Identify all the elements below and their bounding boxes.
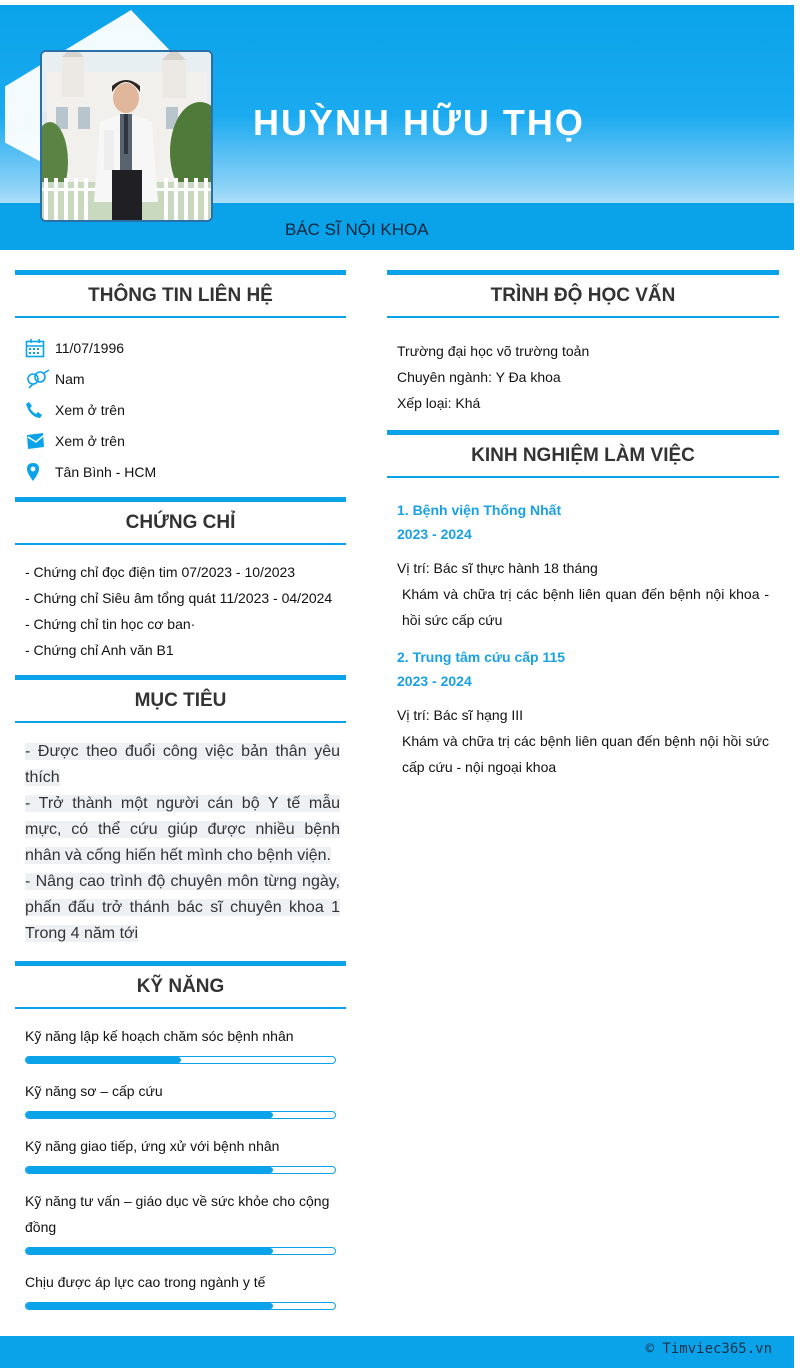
experience-period: 2023 - 2024 <box>397 526 472 542</box>
certificate-item: - Chứng chỉ Anh văn B1 <box>25 642 174 658</box>
section-heading-objective: MỤC TIÊU <box>15 675 346 723</box>
footer-copyright: © Timviec365.vn <box>645 1341 772 1357</box>
experience-role: Vị trí: Bác sĩ thực hành 18 tháng <box>397 560 598 576</box>
skill-label: Kỹ năng giao tiếp, ứng xử với bệnh nhân <box>25 1138 280 1154</box>
experience-company: 1. Bệnh viện Thống Nhất <box>397 502 562 518</box>
skill-label: Kỹ năng tư vấn – giáo dục về sức khỏe cho cộng đồng <box>25 1193 330 1235</box>
education-school: Trường đại học võ trường toản <box>397 343 590 359</box>
skill-bar-fill <box>26 1248 273 1254</box>
candidate-name: HUỲNH HỮU THỌ <box>253 102 585 143</box>
certificate-item: - Chứng chỉ đọc điện tim 07/2023 - 10/2023 <box>25 564 296 580</box>
location-pin-icon <box>25 462 55 482</box>
contact-birthdate <box>25 332 346 363</box>
objective-line: - Được theo đuổi công việc bản thân yêu thích <box>25 743 340 786</box>
certificate-list <box>15 545 346 675</box>
experience-list <box>387 478 779 780</box>
section-heading-experience: KINH NGHIỆM LÀM VIỆC <box>387 430 779 478</box>
objective-line: - Nâng cao trình độ chuyên môn từng ngày, phấn đấu trở thánh bác sĩ chuyên khoa 1 Trong 4 năm tới <box>25 873 340 942</box>
gender-icon <box>25 369 55 389</box>
skill-list <box>15 1009 346 1310</box>
skill-bar <box>25 1302 336 1310</box>
right-column <box>387 270 779 792</box>
skill-label: Kỹ năng lập kế hoạch chăm sóc bệnh nhân <box>25 1028 294 1044</box>
skill-bar-fill <box>26 1303 273 1309</box>
skill-bar <box>25 1056 336 1064</box>
skill-bar <box>25 1166 336 1174</box>
section-heading-contact: THÔNG TIN LIÊN HỆ <box>15 270 346 318</box>
section-heading-certificates: CHỨNG CHỈ <box>15 497 346 545</box>
contact-list <box>15 318 346 497</box>
job-title: BÁC SĨ NỘI KHOA <box>285 220 429 239</box>
left-column <box>15 270 346 1324</box>
skill-item <box>25 1133 336 1174</box>
skill-item <box>25 1188 336 1255</box>
cv-page <box>0 5 794 1368</box>
skill-bar <box>25 1247 336 1255</box>
experience-role: Vị trí: Bác sĩ hạng III <box>397 707 524 723</box>
skill-bar-fill <box>26 1167 273 1173</box>
objective-line: - Trở thành một người cán bộ Y tế mẫu mực, có thể cứu giúp được nhiều bệnh nhân và cống hiến hết mình cho bệnh viện. <box>25 795 340 864</box>
phone-icon <box>25 401 55 419</box>
contact-value: Xem ở trên <box>55 401 125 418</box>
objective-text <box>15 723 346 961</box>
skill-label: Chịu được áp lực cao trong ngành y tế <box>25 1274 266 1290</box>
education-details <box>387 318 779 430</box>
experience-item <box>397 498 769 633</box>
experience-company: 2. Trung tâm cứu cấp 115 <box>397 649 566 665</box>
contact-email <box>25 425 346 456</box>
experience-period: 2023 - 2024 <box>397 673 472 689</box>
contact-value: Xem ở trên <box>55 432 125 449</box>
experience-item <box>397 645 769 780</box>
skill-bar-fill <box>26 1057 181 1063</box>
skill-bar-fill <box>26 1112 273 1118</box>
skill-item <box>25 1269 336 1310</box>
section-heading-skills: KỸ NĂNG <box>15 961 346 1009</box>
skill-item <box>25 1078 336 1119</box>
contact-phone <box>25 394 346 425</box>
contact-value: Nam <box>55 370 85 387</box>
section-heading-education: TRÌNH ĐỘ HỌC VẤN <box>387 270 779 318</box>
experience-description: Khám và chữa trị các bệnh liên quan đến bệnh nội khoa - hồi sức cấp cứu <box>402 586 769 628</box>
calendar-icon <box>25 338 55 358</box>
certificate-item: - Chứng chỉ tin học cơ ban· <box>25 616 196 632</box>
skill-item <box>25 1023 336 1064</box>
contact-address <box>25 456 346 487</box>
contact-value: 11/07/1996 <box>55 339 125 356</box>
skill-bar <box>25 1111 336 1119</box>
contact-gender <box>25 363 346 394</box>
education-grade: Xếp loại: Khá <box>397 395 481 411</box>
profile-photo <box>40 50 213 222</box>
email-icon <box>25 432 55 450</box>
education-major: Chuyên ngành: Y Đa khoa <box>397 369 561 385</box>
experience-description: Khám và chữa trị các bệnh liên quan đến bệnh nội hồi sức cấp cứu - nội ngoại khoa <box>402 733 769 775</box>
footer-bar <box>0 1336 794 1368</box>
contact-value: Tân Bình - HCM <box>55 463 157 480</box>
certificate-item: - Chứng chỉ Siêu âm tổng quát 11/2023 - 04/2024 <box>25 590 333 606</box>
skill-label: Kỹ năng sơ – cấp cứu <box>25 1083 163 1099</box>
